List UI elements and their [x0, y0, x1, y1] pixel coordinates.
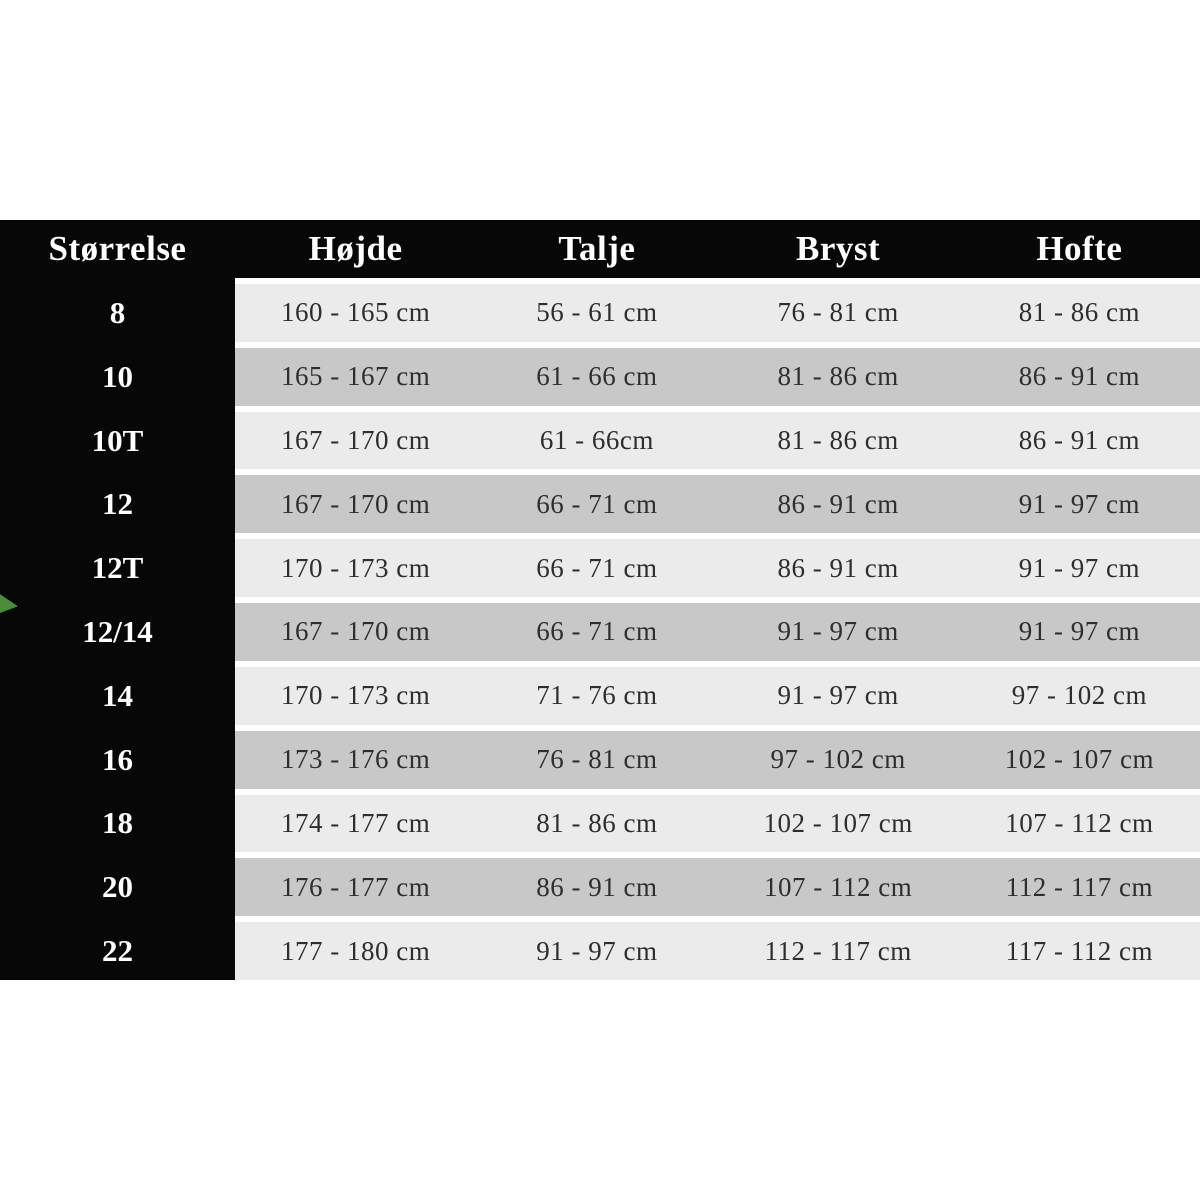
hojde-value: 167 - 170 cm — [281, 425, 431, 456]
row-band — [235, 603, 1200, 661]
size-label: 20 — [0, 852, 235, 916]
size-label: 16 — [0, 725, 235, 789]
bryst-value: 102 - 107 cm — [763, 807, 913, 838]
hojde-value: 165 - 167 cm — [281, 361, 431, 392]
column-header-storrelse: Størrelse — [48, 229, 187, 268]
table-row — [0, 725, 1200, 789]
size-label: 12T — [0, 533, 235, 597]
hojde-value: 167 - 170 cm — [281, 488, 431, 519]
table-row — [0, 278, 1200, 342]
bryst-value: 86 - 91 cm — [777, 552, 899, 583]
column-header-hojde: Højde — [308, 229, 403, 268]
hojde-value: 176 - 177 cm — [281, 871, 431, 902]
hofte-value: 91 - 97 cm — [1018, 552, 1140, 583]
hofte-value: 117 - 112 cm — [1005, 935, 1153, 966]
row-band — [235, 667, 1200, 725]
hojde-value: 170 - 173 cm — [281, 680, 431, 711]
row-band — [235, 795, 1200, 853]
bryst-value: 86 - 91 cm — [777, 488, 899, 519]
column-header-hofte: Hofte — [1036, 229, 1123, 268]
column-header-bryst: Bryst — [796, 229, 881, 268]
hofte-value: 91 - 97 cm — [1018, 616, 1140, 647]
row-band — [235, 539, 1200, 597]
table-row — [0, 597, 1200, 661]
talje-value: 66 - 71 cm — [536, 616, 658, 647]
row-band — [235, 348, 1200, 406]
size-label: 8 — [0, 278, 235, 342]
hofte-value: 112 - 117 cm — [1005, 871, 1153, 902]
hofte-value: 97 - 102 cm — [1011, 680, 1147, 711]
talje-value: 56 - 61 cm — [536, 297, 658, 328]
size-label: 18 — [0, 789, 235, 853]
bryst-value: 91 - 97 cm — [777, 616, 899, 647]
talje-value: 91 - 97 cm — [536, 935, 658, 966]
hofte-value: 102 - 107 cm — [1004, 744, 1154, 775]
hofte-value: 81 - 86 cm — [1018, 297, 1140, 328]
hojde-value: 177 - 180 cm — [281, 935, 431, 966]
talje-value: 76 - 81 cm — [536, 744, 658, 775]
size-label: 12 — [0, 469, 235, 533]
size-chart-table — [0, 220, 1200, 980]
row-band — [235, 922, 1200, 980]
talje-value: 66 - 71 cm — [536, 488, 658, 519]
bryst-value: 76 - 81 cm — [777, 297, 899, 328]
bryst-value: 112 - 117 cm — [764, 935, 912, 966]
table-row — [0, 916, 1200, 980]
hojde-value: 167 - 170 cm — [281, 616, 431, 647]
talje-value: 66 - 71 cm — [536, 552, 658, 583]
row-band — [235, 284, 1200, 342]
row-band — [235, 412, 1200, 470]
table-header-row — [0, 220, 1200, 278]
hojde-value: 173 - 176 cm — [281, 744, 431, 775]
size-label: 14 — [0, 661, 235, 725]
talje-value: 81 - 86 cm — [536, 807, 658, 838]
hofte-value: 86 - 91 cm — [1018, 361, 1140, 392]
size-label: 10 — [0, 342, 235, 406]
size-label: 22 — [0, 916, 235, 980]
talje-value: 61 - 66cm — [539, 425, 654, 456]
talje-value: 86 - 91 cm — [536, 871, 658, 902]
table-body — [0, 278, 1200, 980]
bryst-value: 81 - 86 cm — [777, 425, 899, 456]
size-label: 10T — [0, 406, 235, 470]
talje-value: 61 - 66 cm — [536, 361, 658, 392]
row-band — [235, 731, 1200, 789]
hojde-value: 170 - 173 cm — [281, 552, 431, 583]
bryst-value: 107 - 112 cm — [764, 871, 913, 902]
table-row — [0, 852, 1200, 916]
row-band — [235, 858, 1200, 916]
table-row — [0, 342, 1200, 406]
table-row — [0, 406, 1200, 470]
table-row — [0, 469, 1200, 533]
size-label: 12/14 — [0, 597, 235, 661]
table-row — [0, 661, 1200, 725]
bryst-value: 91 - 97 cm — [777, 680, 899, 711]
hojde-value: 160 - 165 cm — [281, 297, 431, 328]
table-row — [0, 789, 1200, 853]
hofte-value: 107 - 112 cm — [1005, 807, 1154, 838]
hofte-value: 91 - 97 cm — [1018, 488, 1140, 519]
column-header-talje: Talje — [558, 229, 636, 268]
row-band — [235, 475, 1200, 533]
bryst-value: 97 - 102 cm — [770, 744, 906, 775]
table-row — [0, 533, 1200, 597]
hofte-value: 86 - 91 cm — [1018, 425, 1140, 456]
bryst-value: 81 - 86 cm — [777, 361, 899, 392]
hojde-value: 174 - 177 cm — [281, 807, 431, 838]
talje-value: 71 - 76 cm — [536, 680, 658, 711]
